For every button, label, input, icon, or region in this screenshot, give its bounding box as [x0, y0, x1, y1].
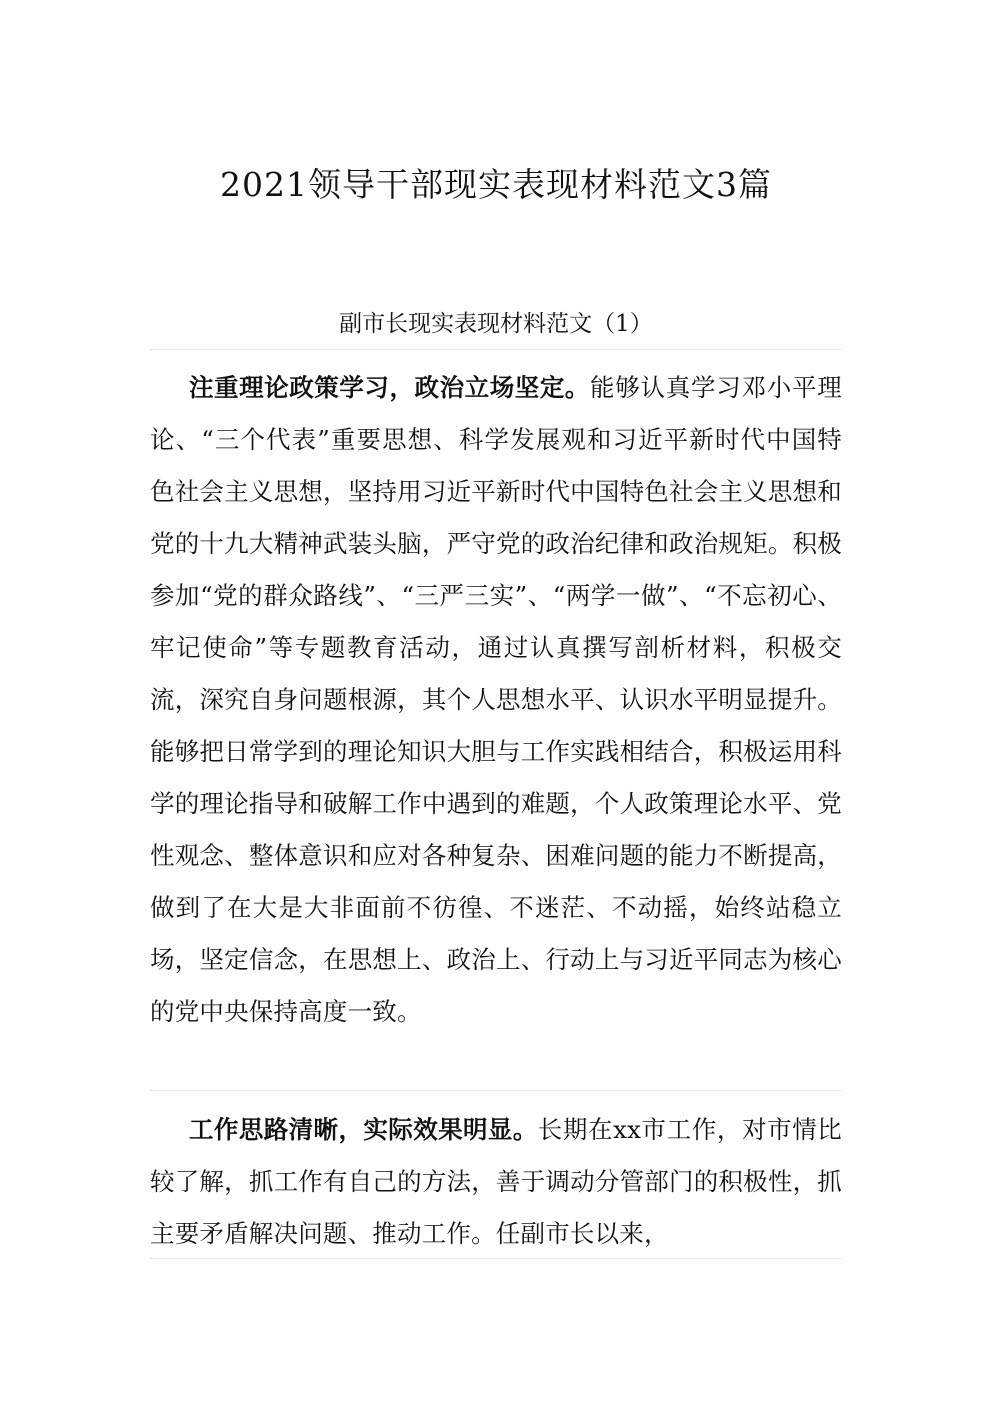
paragraph-1-lead: 注重理论政策学习，政治立场坚定。	[189, 373, 590, 402]
section-title: 副市长现实表现材料范文（1）	[339, 311, 653, 337]
paragraph-2-lead: 工作思路清晰，实际效果明显。	[189, 1115, 538, 1144]
paragraph-1-body: 能够认真学习邓小平理论、“三个代表”重要思想、科学发展观和习近平新时代中国特色社会主义思想，坚持用习近平新时代中国特色社会主义思想和党的十九大精神武装头脑，严守党的政治纪律和政治规矩。积极参加“党的群众路线”、“三严三实”、“两学一做”、“不忘初心、牢记使命”等专题教育活动，通过认真撰写剖析材料，积极交流，深究自身问题根源，其个人思想水平、认识水平明显提升。能够把日常学到的理论知识大胆与工作实践相结合，积极运用科学的理论指导和破解工作中遇到的难题，个人政策理论水平、党性观念、整体意识和应对各种复杂、困难问题的能力不断提高，做到了在大是大非面前不彷徨、不迷茫、不动摇，始终站稳立场，坚定信念，在思想上、政治上、行动上与习近平同志为核心的党中央保持高度一致。	[150, 373, 843, 1026]
divider	[150, 1090, 842, 1091]
divider	[150, 1258, 842, 1259]
paragraph-2-body: 长期在xx市工作，对市情比较了解，抓工作有自己的方法，善于调动分管部门的积极性，抓主要矛盾解决问题、推动工作。任副市长以来，	[150, 1115, 843, 1248]
paragraph-1	[150, 362, 842, 1038]
paragraph-2	[150, 1104, 842, 1260]
document-title: 2021领导干部现实表现材料范文3篇	[220, 165, 772, 204]
divider	[150, 349, 842, 350]
